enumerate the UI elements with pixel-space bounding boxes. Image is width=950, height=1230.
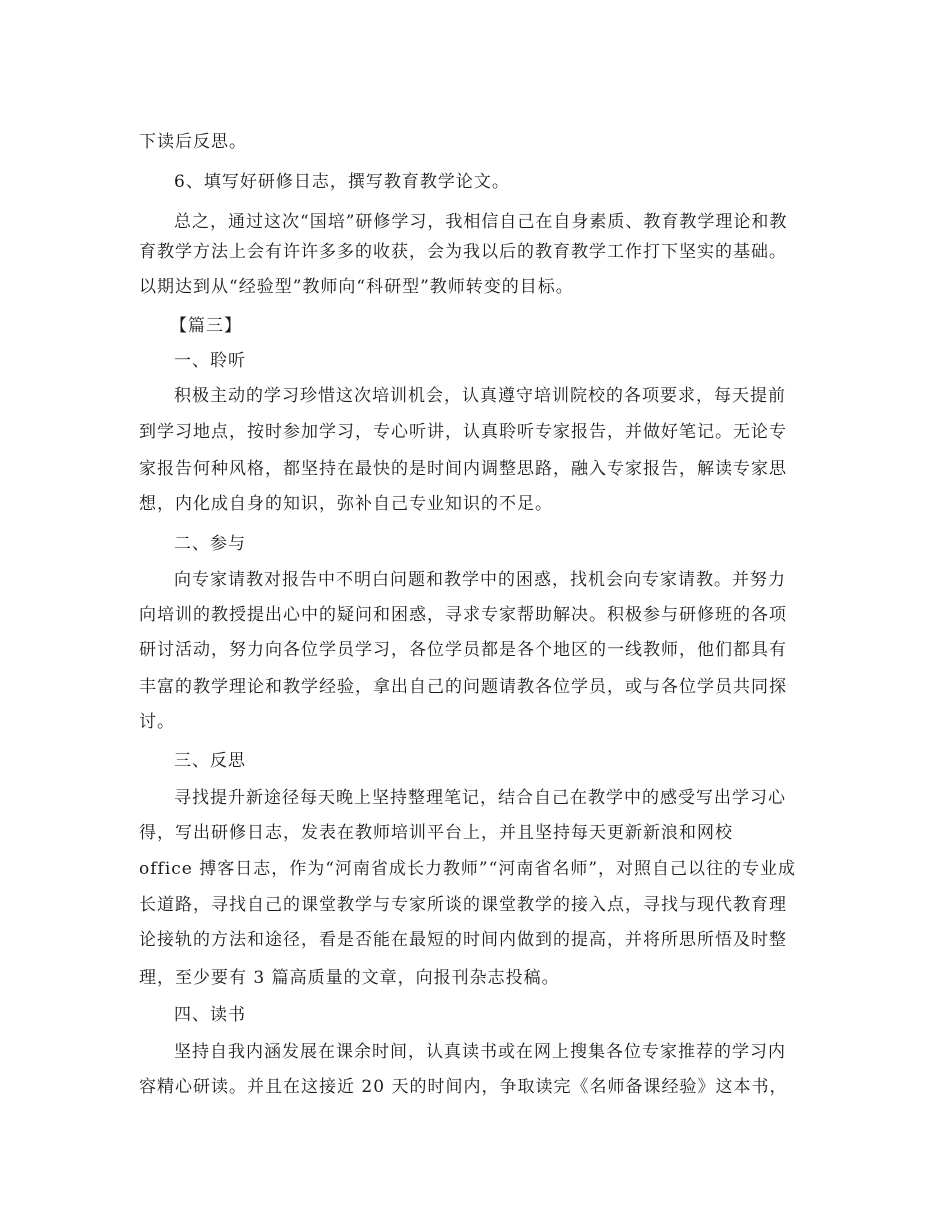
text-line: 积极主动的学习珍惜这次培训机会，认真遵守培训院校的各项要求，每天提前 <box>174 386 786 406</box>
text-line: 寻找提升新途径每天晚上坚持整理笔记，结合自己在教学中的感受写出学习心 <box>174 788 786 808</box>
text-line: 家报告何种风格，都坚持在最快的是时间内调整思路，融入专家报告，解读专家思 <box>139 459 787 479</box>
text-line: 向培训的教授提出心中的疑问和困惑，寻求专家帮助解决。积极参与研修班的各项 <box>139 605 787 625</box>
text-line: 下读后反思。 <box>139 132 247 152</box>
text-line: 6、填写好研修日志，撰写教育教学论文。 <box>174 172 510 192</box>
text-line: 研讨活动，努力向各位学员学习，各位学员都是各个地区的一线教师，他们都具有 <box>139 640 787 660</box>
text-line: 丰富的教学理论和教学经验，拿出自己的问题请教各位学员，或与各位学员共同探 <box>139 677 787 697</box>
text-line: 得，写出研修日志，发表在教师培训平台上，并且坚持每天更新新浪和网校 <box>139 823 733 843</box>
subsection-heading: 一、聆听 <box>174 351 246 371</box>
text-line: 以期达到从“经验型”教师向“科研型”教师转变的目标。 <box>139 277 574 297</box>
section-heading: 【篇三】 <box>170 316 242 336</box>
text-line: 向专家请教对报告中不明白问题和教学中的困惑，找机会向专家请教。并努力 <box>174 570 786 590</box>
subsection-heading: 四、读书 <box>174 1005 246 1025</box>
text-line: 容精心研读。并且在这接近 20 天的时间内，争取读完《名师备课经验》这本书， <box>139 1077 788 1097</box>
text-line: 育教学方法上会有许许多多的收获，会为我以后的教育教学工作打下坚实的基础。 <box>139 242 787 262</box>
text-line: 讨。 <box>139 712 175 732</box>
text-line: 理，至少要有 3 篇高质量的文章，向报刊杂志投稿。 <box>139 968 560 988</box>
text-line: 坚持自我内涵发展在课余时间，认真读书或在网上搜集各位专家推荐的学习内 <box>174 1042 786 1062</box>
subsection-heading: 二、参与 <box>174 534 246 554</box>
text-line: 总之，通过这次“国培”研修学习，我相信自己在自身素质、教育教学理论和教 <box>174 212 788 232</box>
text-line: 长道路，寻找自己的课堂教学与专家所谈的课堂教学的接入点，寻找与现代教育理 <box>139 895 787 915</box>
text-line: 到学习地点，按时参加学习，专心听讲，认真聆听专家报告，并做好笔记。无论专 <box>139 422 787 442</box>
subsection-heading: 三、反思 <box>174 751 246 771</box>
text-line: office 搏客日志，作为“河南省成长力教师”“河南省名师”，对照自己以往的专业成 <box>139 859 797 879</box>
text-line: 想，内化成自身的知识，弥补自己专业知识的不足。 <box>139 494 553 514</box>
text-line: 论接轨的方法和途径，看是否能在最短的时间内做到的提高，并将所思所悟及时整 <box>139 930 787 950</box>
